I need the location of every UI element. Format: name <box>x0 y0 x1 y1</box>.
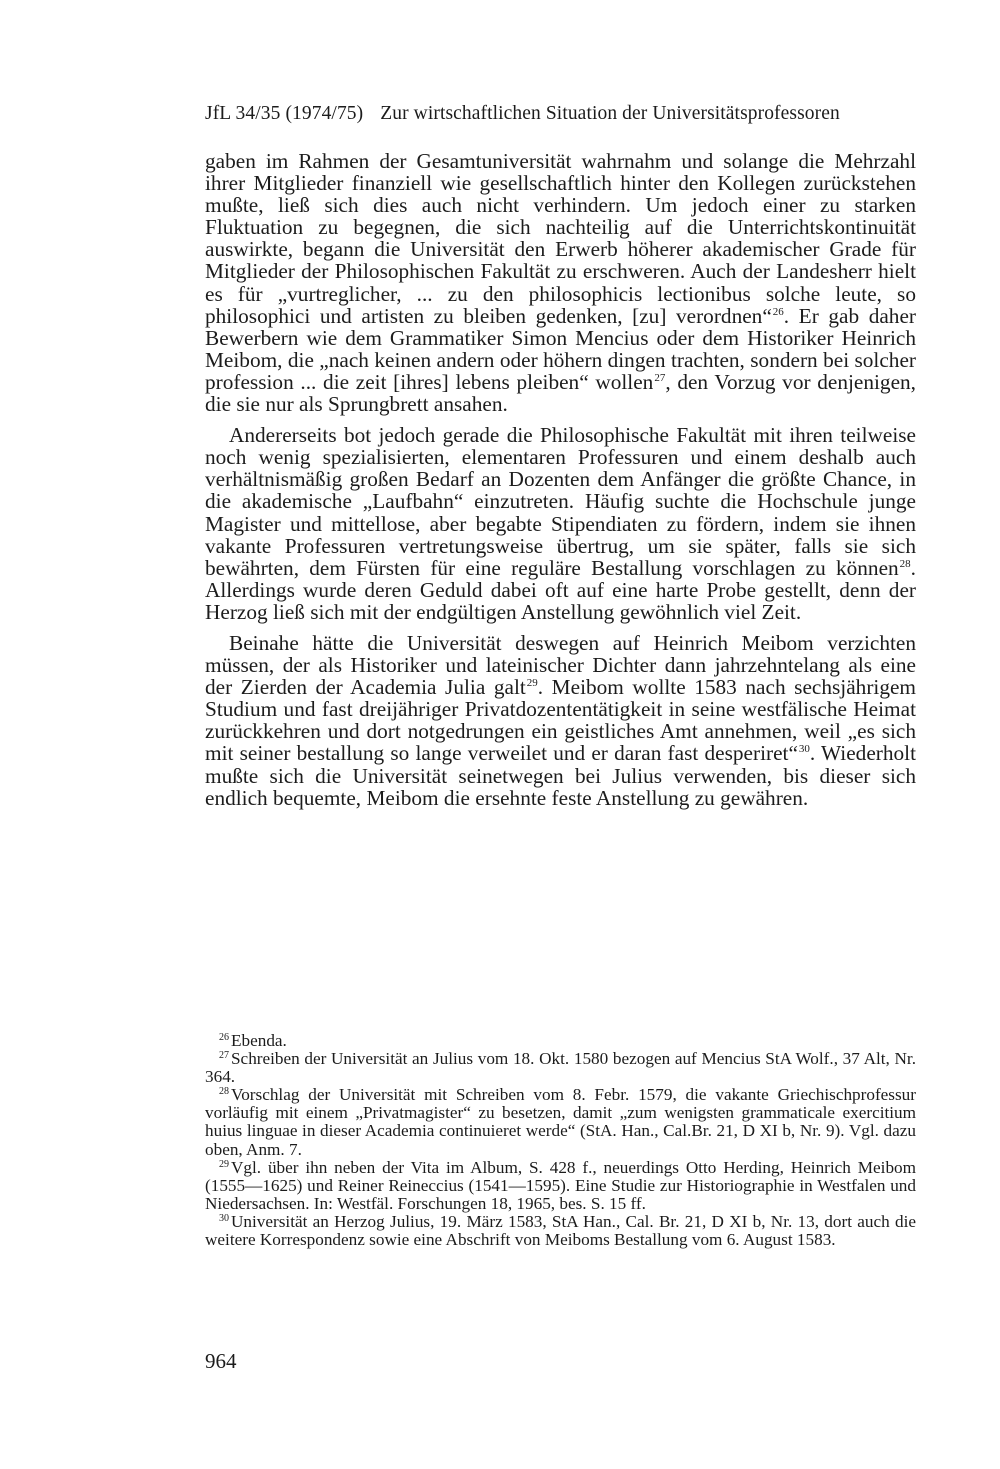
paragraph-text: . Allerdings wurde deren Geduld dabei oft auf eine harte Probe gestellt, denn der Herzog ließ sich mit der endgültigen Anstellung gewöhnlich viel Zeit. <box>205 555 916 624</box>
footnote-text: Vorschlag der Universität mit Schreiben vom 8. Febr. 1579, die vakante Griechischprofessur vorläufig mit einem „Privatmagister“ zu besetzen, damit „zum wenigsten grammaticale exercitium huius linguae in dieser Academia continuieret werde“ (StA. Han., Cal.Br. 21, D XI b, Nr. 9). Vgl. dazu oben, Anm. 7. <box>205 1085 916 1159</box>
page-number: 964 <box>205 1349 237 1373</box>
footnote <box>205 1050 916 1086</box>
paragraph <box>205 150 916 415</box>
paragraph-text: , den Vorzug vor denjenigen, die sie nur als Sprungbrett ansahen. <box>205 369 916 417</box>
footnote <box>205 1086 916 1158</box>
footnote-number: 29 <box>219 1158 229 1170</box>
footnote-text: Universität an Herzog Julius, 19. März 1583, StA Han., Cal. Br. 21, D XI b, Nr. 13, dort auch die weitere Korrespondenz sowie eine Abschrift von Meiboms Bestallung vom 6. August 1583. <box>205 1211 916 1250</box>
footnote <box>205 1032 916 1050</box>
footnote-number: 28 <box>219 1086 229 1098</box>
footnote-number: 30 <box>219 1212 229 1224</box>
footnote-ref: 26 <box>772 305 784 318</box>
paragraph <box>205 424 916 623</box>
footnote-ref: 27 <box>654 371 666 384</box>
footnote-text: Vgl. über ihn neben der Vita im Album, S. 428 f., neuerdings Otto Herding, Heinrich Meibom (1555—1625) und Reiner Reineccius (1541—1595). Eine Studie zur Historiographie in Westfalen und Niedersachsen. In: Westfäl. Forschungen 18, 1965, bes. S. 15 ff. <box>205 1157 916 1213</box>
paragraph-text: gaben im Rahmen der Gesamtuniversität wahrnahm und solange die Mehrzahl ihrer Mitglieder finanziell wie gesellschaftlich hinter den Kollegen zurückstehen mußte, ließ sich dies auch nicht verhindern. Um jedoch einer zu starken Fluktuation zu begegnen, die sich nachteilig auf die Unterrichtskontinuität auswirkte, begann die Universität den Erwerb höherer akademischer Grade für Mitglieder der Philosophischen Fakultät zu erschweren. Auch der Landesherr hielt es für „vurtreglicher, ... zu den philosophicis lectionibus solche leute, so philosophici und artisten zu bleiben gedenken, [zu] verordnen“ <box>205 149 916 328</box>
paragraph-text: Andererseits bot jedoch gerade die Philosophische Fakultät mit ihren teilweise noch wenig spezialisierten, elementaren Professuren und einem deshalb auch verhältnismäßig großen Bedarf an Dozenten dem Anfänger die größte Chance, in die akademische „Laufbahn“ einzutreten. Häufig suchte die Hochschule junge Magister und mittellose, aber begabte Stipendiaten zu fördern, indem sie ihnen vakante Professuren vertretungsweise übertrug, um sie später, falls sie sich bewährten, dem Fürsten für eine reguläre Bestallung vorschlagen zu können <box>205 423 916 580</box>
footnote <box>205 1213 916 1249</box>
running-head-journal: JfL 34/35 (1974/75) <box>205 103 364 124</box>
paragraph-text: Beinahe hätte die Universität deswegen auf Heinrich Meibom verzichten müssen, der als Historiker und lateinischer Dichter dann jahrzehntelang als eine der Zierden der Academia Julia galt <box>205 630 916 700</box>
footnote-number: 26 <box>219 1032 229 1043</box>
paragraph-text: . Er gab daher Bewerbern wie dem Grammatiker Simon Mencius oder dem Historiker Heinrich Meibom, die „nach keinen andern oder höhern dingen trachten, sondern bei solcher profession ... die zeit [ihres] lebens pleiben“ wollen <box>205 303 916 394</box>
footnotes <box>205 1032 916 1249</box>
paragraph-text: . Wiederholt mußte sich die Universität seinetwegen bei Julius verwenden, bis dieser sich endlich bequemte, Meibom die ersehnte feste Anstellung zu gewähren. <box>205 741 916 810</box>
paragraph <box>205 632 916 809</box>
footnote-number: 27 <box>219 1050 229 1062</box>
running-head <box>205 103 920 125</box>
footnote-ref: 30 <box>798 743 810 756</box>
running-head-title: Zur wirtschaftlichen Situation der Universitätsprofessoren <box>380 103 840 124</box>
footnote-ref: 29 <box>526 677 538 690</box>
footnote-ref: 28 <box>899 557 911 570</box>
footnote <box>205 1159 916 1213</box>
footnote-text: Ebenda. <box>231 1031 287 1050</box>
footnote-text: Schreiben der Universität an Julius vom 18. Okt. 1580 bezogen auf Mencius StA Wolf., 37 Alt, Nr. 364. <box>205 1049 916 1087</box>
body-text <box>205 150 916 809</box>
paragraph-text: . Meibom wollte 1583 nach sechsjährigem Studium und fast dreijähriger Privatdozententätigkeit in seine westfälische Heimat zurückkehren und dort notgedrungen ein geistliches Amt annehmen, weil „es sich mit seiner bestallung so lange verweilet und er daran fast desperiret“ <box>205 675 916 766</box>
